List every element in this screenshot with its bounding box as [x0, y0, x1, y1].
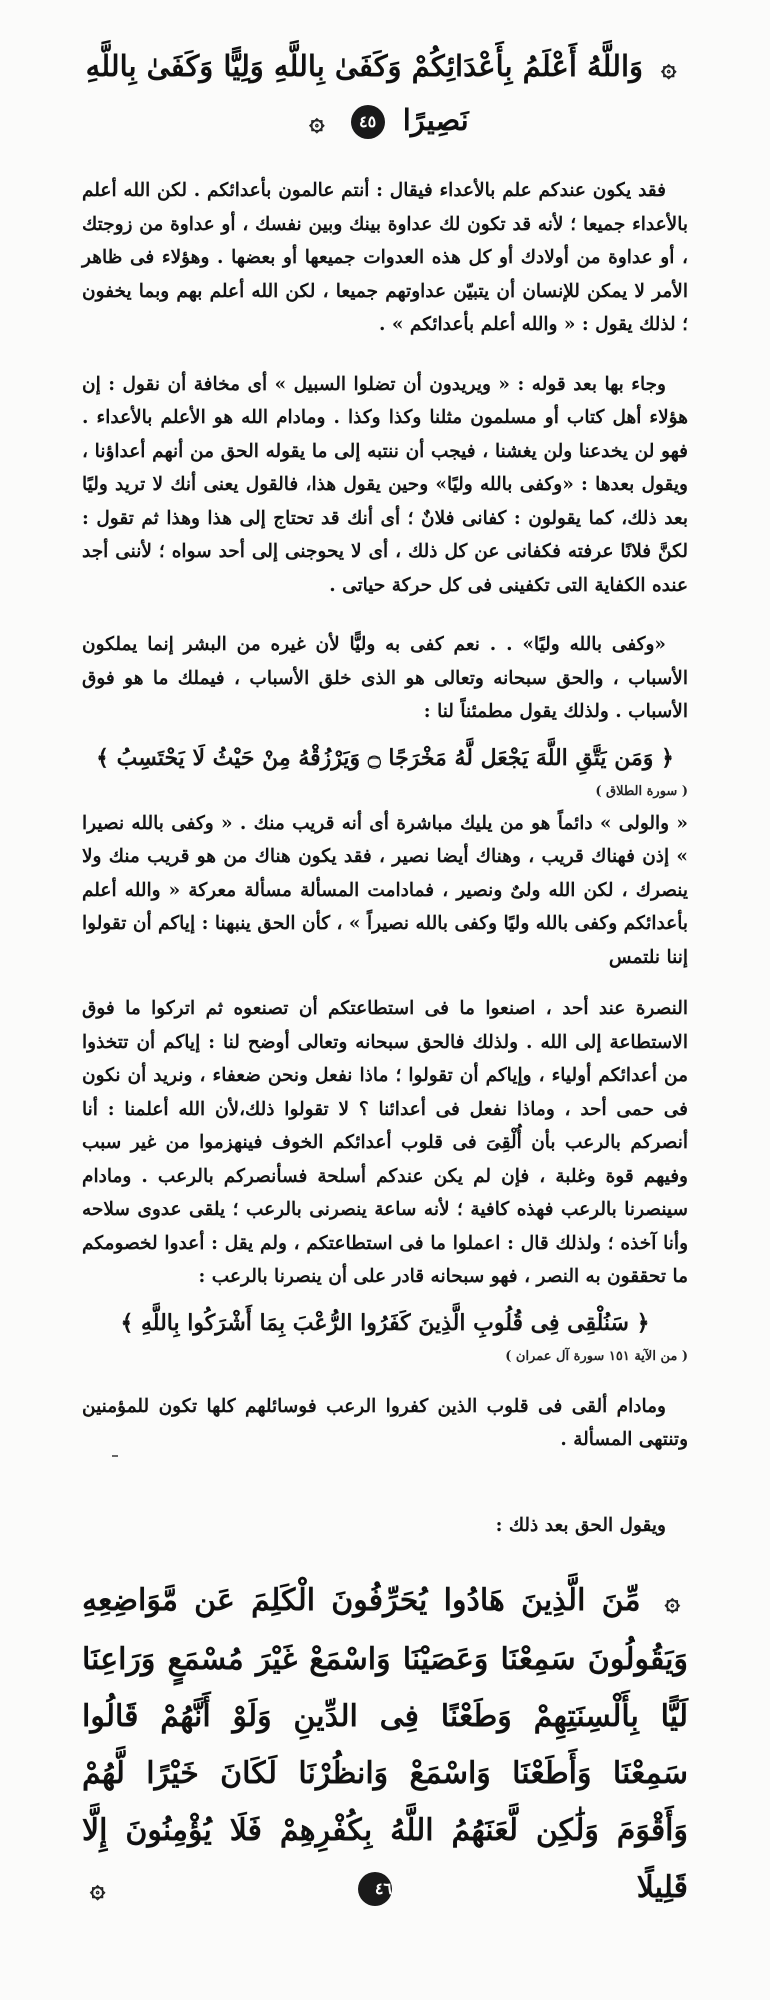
verse-45: [82, 40, 688, 148]
paragraph-1: فقد يكون عندكم علم بالأعداء فيقال : أنتم عالمون بأعدائكم . لكن الله أعلم بالأعداء جميعا ؛ لأنه قد تكون لك عداوة بينك وبين نفسك ، أو عداوة من زوجتك ، أو عداوة من أولادك أو كل هذه العدوات جميعها أو بعضها . وهؤلاء فى ظاهر الأمر لا يمكن للإنسان أن يتبيّن عداوتهم جميعا ، لكن الله أعلم بهم وبما يخفون ؛ لذلك يقول : « والله أعلم بأعدائكم » .: [82, 180, 688, 335]
verse-ornament-icon: ۞: [309, 107, 325, 137]
verse-number-badge: ٤٥: [351, 105, 385, 139]
quote-imran-reference: ( من الآية ١٥١ سورة آل عمران ): [505, 1348, 688, 1364]
verse-46: [82, 1572, 688, 1918]
paragraph-7: ويقول الحق بعد ذلك :: [495, 1514, 666, 1536]
paragraph-6: ومادام ألقى فى قلوب الذين كفروا الرعب فوسائلهم كلها تكون للمؤمنين وتنتهى المسألة .: [82, 1395, 688, 1450]
verse-45-text: وَاللَّهُ أَعْلَمُ بِأَعْدَائِكُمْ وَكَفَىٰ بِاللَّهِ وَلِيًّا وَكَفَىٰ بِاللَّهِ نَصِيرًا: [85, 49, 644, 137]
paragraph-3: «وكفى بالله وليًا» . . نعم كفى به وليًّا لأن غيره من البشر إنما يملكون الأسباب ، والحق سبحانه وتعالى هو الذى خلق الأسباب ، فيملك ما هو فوق الأسباب . ولذلك يقول مطمئناً لنا :: [82, 634, 688, 722]
quote-talaq-reference: ( سورة الطلاق ): [595, 783, 688, 799]
verse-ornament-icon: ۞: [90, 1874, 106, 1904]
paragraph-2: وجاء بها بعد قوله : « ويريدون أن تضلوا السبيل » أى مخافة أن نقول : إن هؤلاء أهل كتاب أو مسلمون مثلنا وكذا وكذا . ومادام الله هو الأعلم بالأعداء . فهو لن يخدعنا ولن يغشنا ، فيجب أن ننتبه إلى ما يقوله الحق من أنهم أعداؤنا ، ويقول بعدها : «وكفى بالله وليًا» وحين يقول هذا، فالقول يعنى أنك لا تريد وليًا بعد ذلك، كما يقولون : كفانى فلانٌ ؛ أى أنك قد تحتاج إلى هذا وهذا ثم تقول : لكنَّ فلانًا عرفته فكفانى عن كل ذلك ، أى لا يحوجنى إلى أحد سواه ؛ لأننى أجد عنده الكفاية التى تكفينى فى كل حركة حياتى .: [82, 373, 688, 596]
verse-ornament-icon: ۞: [661, 53, 677, 83]
verse-46-text: مِّنَ الَّذِينَ هَادُوا يُحَرِّفُونَ الْكَلِمَ عَن مَّوَاضِعِهِ وَيَقُولُونَ سَمِعْنَا وَعَصَيْنَا وَاسْمَعْ غَيْرَ مُسْمَعٍ وَرَاعِنَا لَيًّا بِأَلْسِنَتِهِمْ وَطَعْنًا فِى الدِّينِ وَلَوْ أَنَّهُمْ قَالُوا سَمِعْنَا وَأَطَعْنَا وَاسْمَعْ وَانظُرْنَا لَكَانَ خَيْرًا لَّهُمْ وَأَقْوَمَ وَلَٰكِن لَّعَنَهُمُ اللَّهُ بِكُفْرِهِمْ فَلَا يُؤْمِنُونَ إِلَّا قَلِيلًا: [82, 1583, 688, 1905]
quote-talaq: ﴿ وَمَن يَتَّقِ اللَّهَ يَجْعَل لَّهُ مَخْرَجًا ۝ وَيَرْزُقْهُ مِنْ حَيْثُ لَا يَحْتَسِبُ ﴾: [96, 744, 674, 771]
paragraph-4: « والولى » دائماً هو من يليك مباشرة أى أنه قريب منك . « وكفى بالله نصيرا » إذن فهناك قريب ، وهناك أيضا نصير ، فقد يكون هناك من هو قريب منك ولا ينصرك ، لكن الله ولىٌ ونصير ، فمادامت المسألة مسألة معركة « والله أعلم بأعدائكم وكفى بالله وليًا وكفى بالله نصيراً » ، كأن الحق ينبهنا : إياكم أن تقولوا إننا نلتمس: [82, 812, 688, 968]
verse-ornament-icon: ۞: [664, 1587, 681, 1617]
paragraph-5: النصرة عند أحد ، اصنعوا ما فى استطاعتكم أن تصنعوه ثم اتركوا ما فوق الاستطاعة إلى الله . ولذلك فالحق سبحانه وتعالى أوضح لنا : إياكم أن تتخذوا من أعدائكم أولياء ، وإياكم أن تقولوا ؛ ماذا نفعل ونحن ضعفاء ، ونريد أن نكون فى حمى أحد ، وماذا نفعل فى أعدائنا ؟ لا تقولوا ذلك،لأن الله أعلمنا : أنا أنصركم بالرعب بأن أُلْقِىَ فى قلوب أعدائكم الخوف فينهزموا من غير سبب وفيهم قوة وغلبة ، فإن لم يكن عندكم أسلحة فسأنصركم بالرعب . ومادام سينصرنا بالرعب فهذه كافية ؛ لأنه ساعة ينصرنى بالرعب ؛ يلقى عدوى سلاحه وأنا آخذه ؛ ولذلك قال : اعملوا ما فى استطاعتكم ، ولم يقل : أعدوا لخصومكم ما تحققون به النصر ، فهو سبحانه قادر على أن ينصرنا بالرعب :: [82, 998, 688, 1287]
verse-number-badge: ٤٦: [358, 1872, 392, 1906]
scan-speck: [112, 1455, 118, 1457]
quote-imran: ﴿ سَنُلْقِى فِى قُلُوبِ الَّذِينَ كَفَرُوا الرُّعْبَ بِمَا أَشْرَكُوا بِاللَّهِ ﴾: [120, 1309, 650, 1336]
